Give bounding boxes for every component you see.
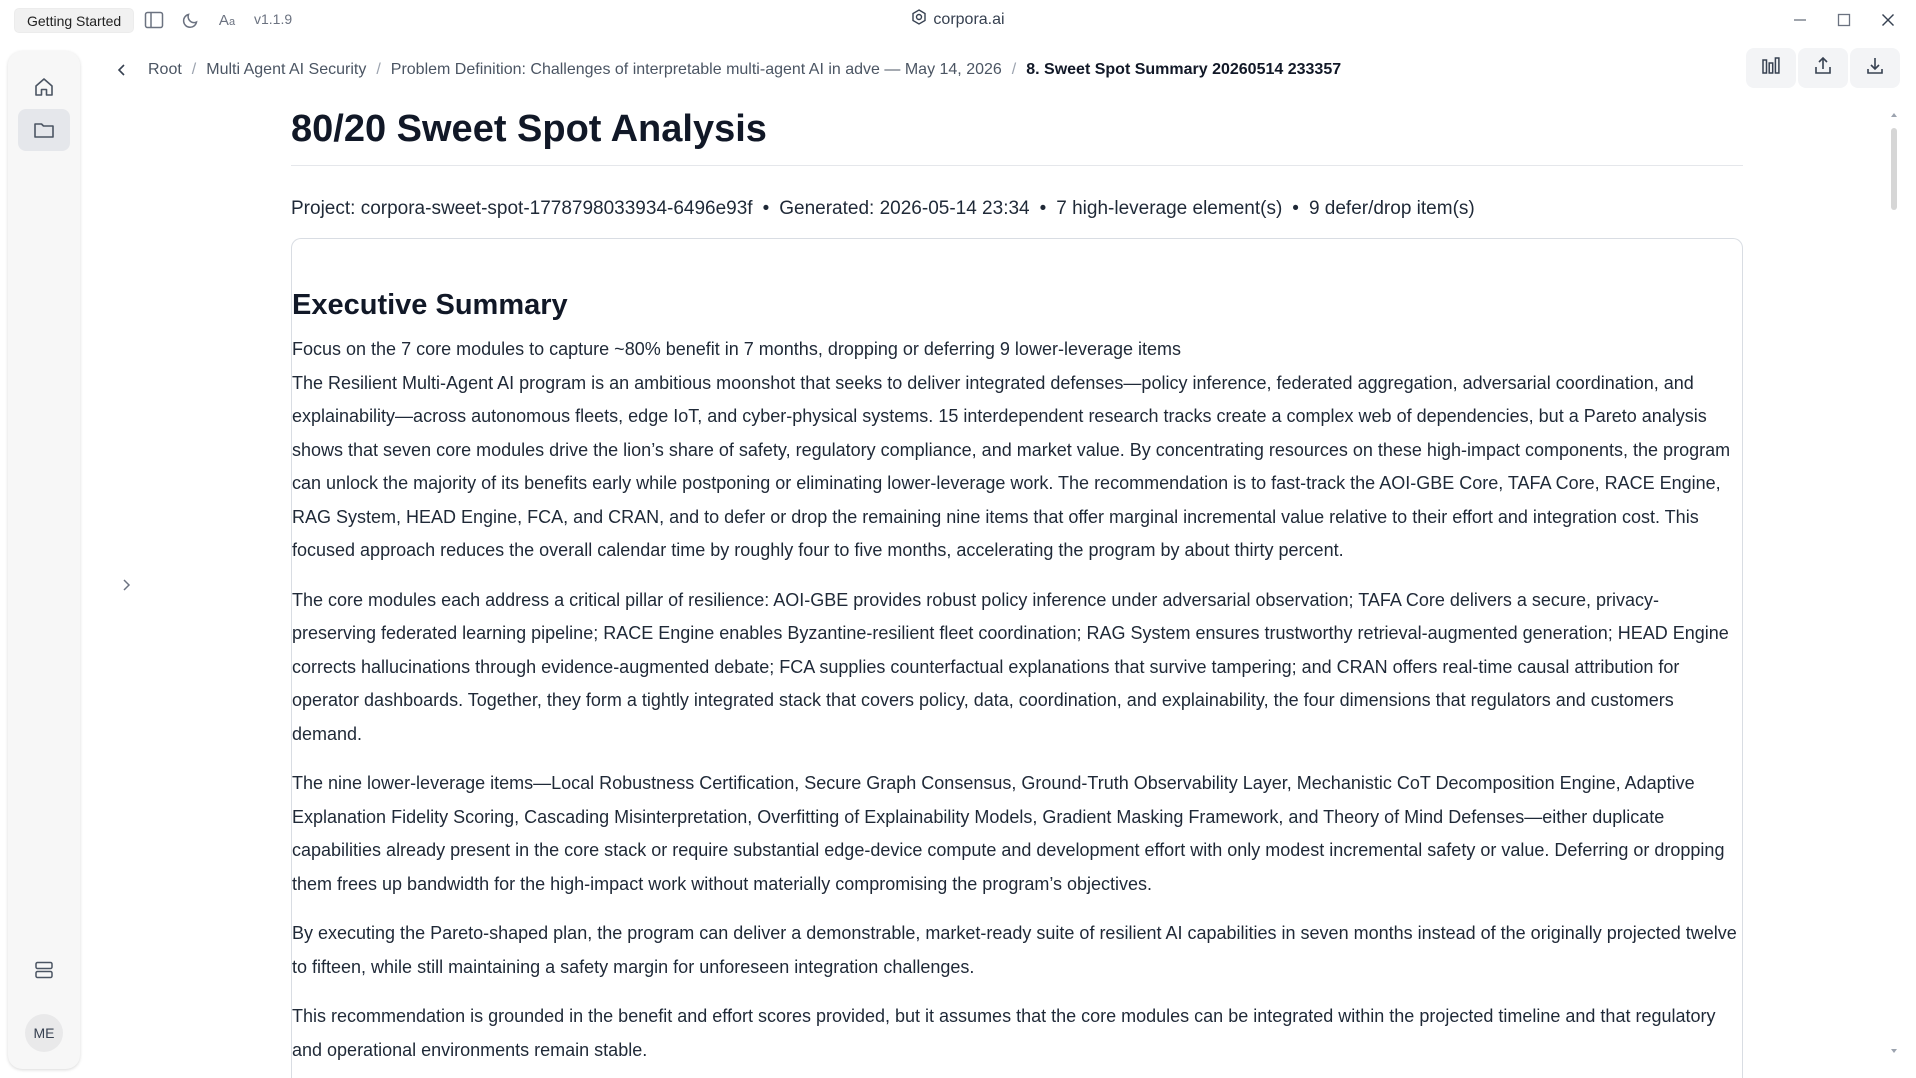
home-icon[interactable] [18, 66, 70, 108]
meta-high-leverage: 7 high-leverage element(s) [1056, 198, 1283, 219]
meta-separator: • [1039, 198, 1047, 219]
summary-paragraph: By executing the Pareto-shaped plan, the program can deliver a demonstrable, market-ready suite of resilient AI capabilities in seven months instead of the originally projected twelve to fifteen, while still maintaining a safety margin for unforeseen integration challenges. [292, 923, 1737, 977]
summary-paragraph: The core modules each address a critical pillar of resilience: AOI-GBE provides robust policy inference under adversarial observation; TAFA Core delivers a secure, privacy-preserving federated learning pipeline; RACE Engine enables Byzantine-resilient fleet coordination; RAG System ensures trustworthy retrieval-augmented generation; HEAD Engine corrects hallucinations through evidence-augmented debate; FCA supplies counterfactual explanations that survive tampering; and CRAN offers real-time causal attribution for operator dashboards. Together, they form a tightly integrated stack that covers policy, data, coordination, and explainability, the four dimensions that regulators and customers demand. [292, 589, 1729, 744]
meta-defer-drop: 9 defer/drop item(s) [1308, 198, 1475, 219]
app-title-text: corpora.ai [933, 10, 1005, 28]
document-content [291, 100, 1743, 1078]
summary-card [291, 238, 1743, 1078]
download-button[interactable] [1850, 48, 1900, 88]
section-heading: Executive Summary [292, 289, 568, 321]
summary-lead: Focus on the 7 core modules to capture ~80% benefit in 7 months, dropping or deferring 9 lower-leverage items [292, 339, 1181, 359]
app-title [0, 9, 1916, 30]
upload-icon [1813, 56, 1833, 81]
summary-paragraph: This recommendation is grounded in the benefit and effort scores provided, but it assumes that the core modules can be integrated within the projected timeline and that regulatory and operational environments remain stable. [292, 1006, 1716, 1060]
meta-project: Project: corpora-sweet-spot-1778798033934-6496e93f [291, 198, 753, 219]
breadcrumb-problem[interactable]: Problem Definition: Challenges of interpretable multi-agent AI in adve — May 14, 2026 [390, 61, 1002, 78]
version-label: v1.1.9 [254, 11, 293, 27]
font-size-icon[interactable]: A a [218, 11, 236, 29]
chart-view-button[interactable] [1746, 48, 1796, 88]
bar-chart-icon [1761, 57, 1781, 80]
breadcrumb [112, 58, 1341, 82]
storage-stack-icon[interactable] [18, 949, 70, 991]
meta-generated: Generated: 2026-05-14 23:34 [779, 198, 1030, 219]
avatar[interactable]: ME [25, 1014, 63, 1052]
title-divider [291, 165, 1743, 166]
chevron-left-icon[interactable] [112, 60, 132, 80]
breadcrumb-project[interactable]: Multi Agent AI Security [206, 61, 367, 78]
scrollbar-thumb[interactable] [1891, 128, 1897, 210]
getting-started-button[interactable]: Getting Started [14, 8, 134, 33]
summary-paragraph: The nine lower-leverage items—Local Robustness Certification, Secure Graph Consensus, Ground-Truth Observability Layer, Mechanistic CoT Decomposition Engine, Adaptive Explanation Fidelity Scoring, Cascading Misinterpretation, Overfitting of Explainability Models, Gradient Masking Framework, and Theory of Mind Defenses—either duplicate capabilities already present in the core stack or require substantial edge-device compute and development effort with only modest incremental safety or value. Deferring or dropping them frees up bandwidth for the high-impact work without materially compromising the program’s objectives. [292, 773, 1725, 894]
title-bar [0, 0, 1916, 40]
breadcrumb-separator: / [191, 61, 197, 78]
share-upload-button[interactable] [1798, 48, 1848, 88]
document-meta [291, 196, 1743, 222]
summary-paragraph: The Resilient Multi-Agent AI program is an ambitious moonshot that seeks to deliver integrated defenses—policy inference, federated aggregation, adversarial coordination, and explainability—across autonomous fleets, edge IoT, and cyber-physical systems. 15 interdependent research tracks create a complex web of dependencies, but a Pareto analysis shows that seven core modules drive the lion’s share of safety, regulatory compliance, and market value. By concentrating resources on these high-impact components, the program can unlock the majority of its benefits early while postponing or eliminating lower-leverage work. The recommendation is to fast-track the AOI-GBE Core, TAFA Core, RACE Engine, RAG System, HEAD Engine, FCA, and CRAN, and to defer or drop the remaining nine items that offer marginal incremental value relative to their effort and integration cost. This focused approach reduces the overall calendar time by roughly four to five months, accelerating the program by about thirty percent. [292, 372, 1731, 560]
breadcrumb-root[interactable]: Root [148, 61, 182, 78]
close-icon[interactable] [1874, 8, 1902, 32]
scrollbar[interactable] [1888, 112, 1900, 1062]
app-logo-icon [911, 9, 927, 30]
download-icon [1865, 56, 1885, 81]
maximize-icon[interactable] [1830, 8, 1858, 32]
breadcrumb-current: 8. Sweet Spot Summary 20260514 233357 [1026, 61, 1342, 78]
page-title: 80/20 Sweet Spot Analysis [291, 108, 767, 150]
breadcrumb-separator: / [1011, 61, 1017, 78]
minimize-icon[interactable] [1786, 8, 1814, 32]
chevron-right-icon[interactable] [116, 575, 136, 595]
breadcrumb-separator: / [376, 61, 381, 78]
meta-separator: • [762, 198, 770, 219]
meta-separator: • [1292, 198, 1299, 219]
left-rail [8, 51, 80, 1069]
folder-icon[interactable] [18, 109, 70, 151]
